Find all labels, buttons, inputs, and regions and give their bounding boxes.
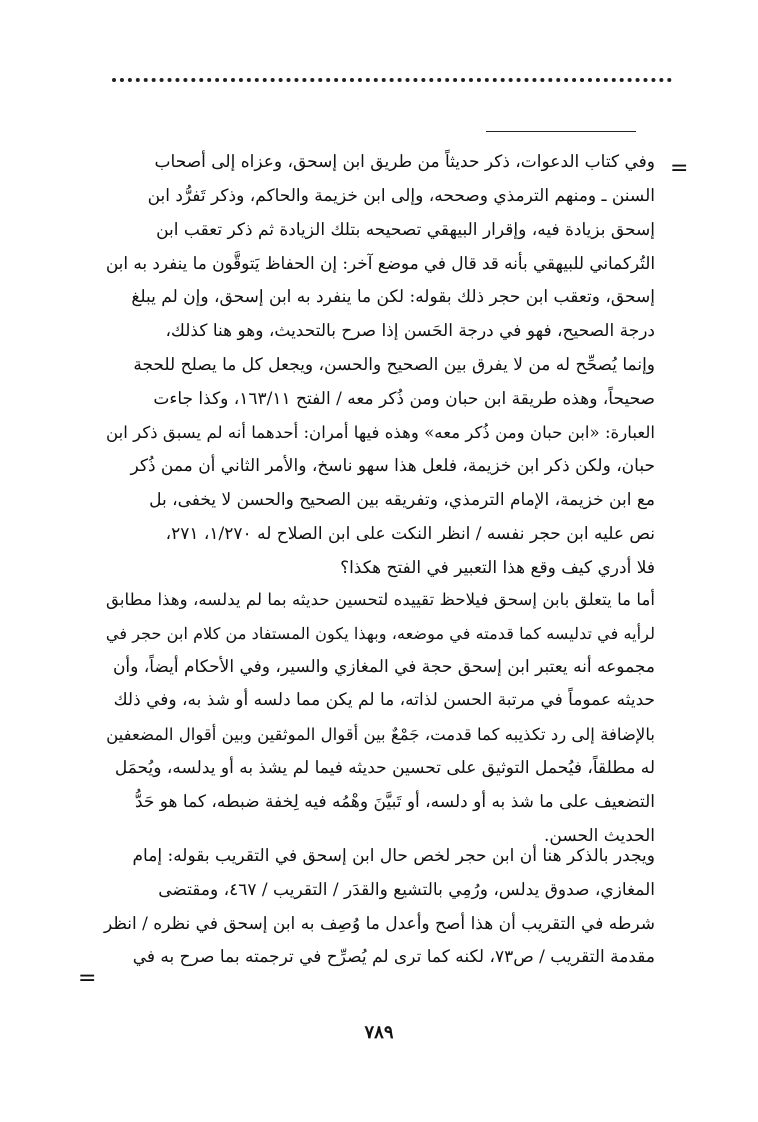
text-line: إسحق بزيادة فيه، وإقرار البيهقي تصحيحه بتلك الزيادة ثم ذكر تعقب ابن [156, 219, 655, 240]
text-line: له مطلقاً، فيُحمل التوثيق على تحسين حديثه فيما لم يشذ به أو يدلسه، ويُحمَل [114, 757, 655, 778]
page-number: ٧٨٩ [364, 1022, 394, 1043]
text-line: ويجدر بالذكر هنا أن ابن حجر لخص حال ابن إسحق في التقريب بقوله: إمام [132, 846, 655, 866]
text-line: التُركماني للبيهقي بأنه قد قال في موضع آخر: إن الحفاظ يَتوقَّون ما ينفرد به ابن [105, 253, 655, 274]
text-line: شرطه في التقريب أن هذا أصح وأعدل ما وُصِف به ابن إسحق في نظره / انظر [103, 913, 655, 934]
text-line: مقدمة التقريب / ص٧٣، لكنه كما ترى لم يُصرِّح في ترجمته بما صرح به في [132, 947, 655, 968]
text-line: حديثه عموماً في مرتبة الحسن لذاته، ما لم يكن مما دلسه أو شذ به، وفي ذلك [113, 690, 655, 711]
footnote-rule [486, 131, 636, 132]
text-line: العبارة: «ابن حبان ومن ذُكر معه» وهذه فيها أمران: أحدهما أنه لم يسبق ذكر ابن [106, 423, 655, 443]
paragraph-3 [100, 840, 655, 975]
text-line: فلا أدري كيف وقع هذا التعبير في الفتح هكذا؟ [340, 557, 655, 578]
text-line: وفي كتاب الدعوات، ذكر حديثاً من طريق ابن إسحق، وعزاه إلى أصحاب [154, 152, 655, 172]
paragraph-1 [100, 146, 655, 585]
dotted-separator [112, 78, 672, 82]
continuation-marker-top: = [670, 156, 689, 181]
text-line: إسحق، وتعقب ابن حجر ذلك بقوله: لكن ما ينفرد به ابن إسحق، وإن لم يبلغ [131, 287, 655, 308]
text-line: بالإضافة إلى رد تكذيبه كما قدمت، جَمْعٌ بين أقوال الموثقين وبين أقوال المضعفين [106, 725, 655, 745]
text-line: وإنما يُصحِّح له من لا يفرق بين الصحيح والحسن، ويجعل كل ما يصلح للحجة [133, 354, 655, 375]
text-line: درجة الصحيح، فهو في درجة الحَسن إذا صرح بالتحديث، وهو هنا كذلك، [165, 320, 655, 341]
text-line: التضعيف على ما شذ به أو دلسه، أو تَبيَّنَ وهْمُه فيه لِخفة ضبطه، كما هو حَدُّ [134, 791, 655, 812]
text-line: لرأيه في تدليسه كما قدمته في موضعه، وبهذا يكون المستفاد من كلام ابن حجر في [105, 623, 655, 643]
text-line: صحيحاً، وهذه طريقة ابن حبان ومن ذُكر معه / الفتح ١٦٣/١١، وكذا جاءت [153, 388, 655, 409]
text-line: نص عليه ابن حجر نفسه / انظر النكت على ابن الصلاح له ١/٢٧٠، ٢٧١، [165, 523, 655, 544]
text-line: أما ما يتعلق بابن إسحق فيلاحظ تقييده لتحسين حديثه بما لم يدلسه، وهذا مطابق [106, 590, 655, 609]
text-line: السنن ـ ومنهم الترمذي وصححه، وإلى ابن خزيمة والحاكم، وذكر تَفرُّد ابن [147, 185, 655, 206]
continuation-marker-bottom: = [78, 966, 97, 991]
text-line: مجموعه أنه يعتبر ابن إسحق حجة في المغازي والسير، وفي الأحكام أيضاً، وأن [112, 656, 655, 677]
text-line: حبان، ولكن ذكر ابن خزيمة، فلعل هذا سهو ناسخ، والأمر الثاني أن ممن ذُكر [130, 456, 655, 477]
text-line: المغازي، صدوق يدلس، ورُمِي بالتشيع والقدَر / التقريب / ٤٦٧، ومقتضى [158, 879, 655, 900]
paragraph-2 [100, 583, 655, 853]
text-line: الحديث الحسن. [543, 825, 655, 846]
text-line: مع ابن خزيمة، الإمام الترمذي، وتفريقه بين الصحيح والحسن لا يخفى، بل [149, 489, 655, 510]
